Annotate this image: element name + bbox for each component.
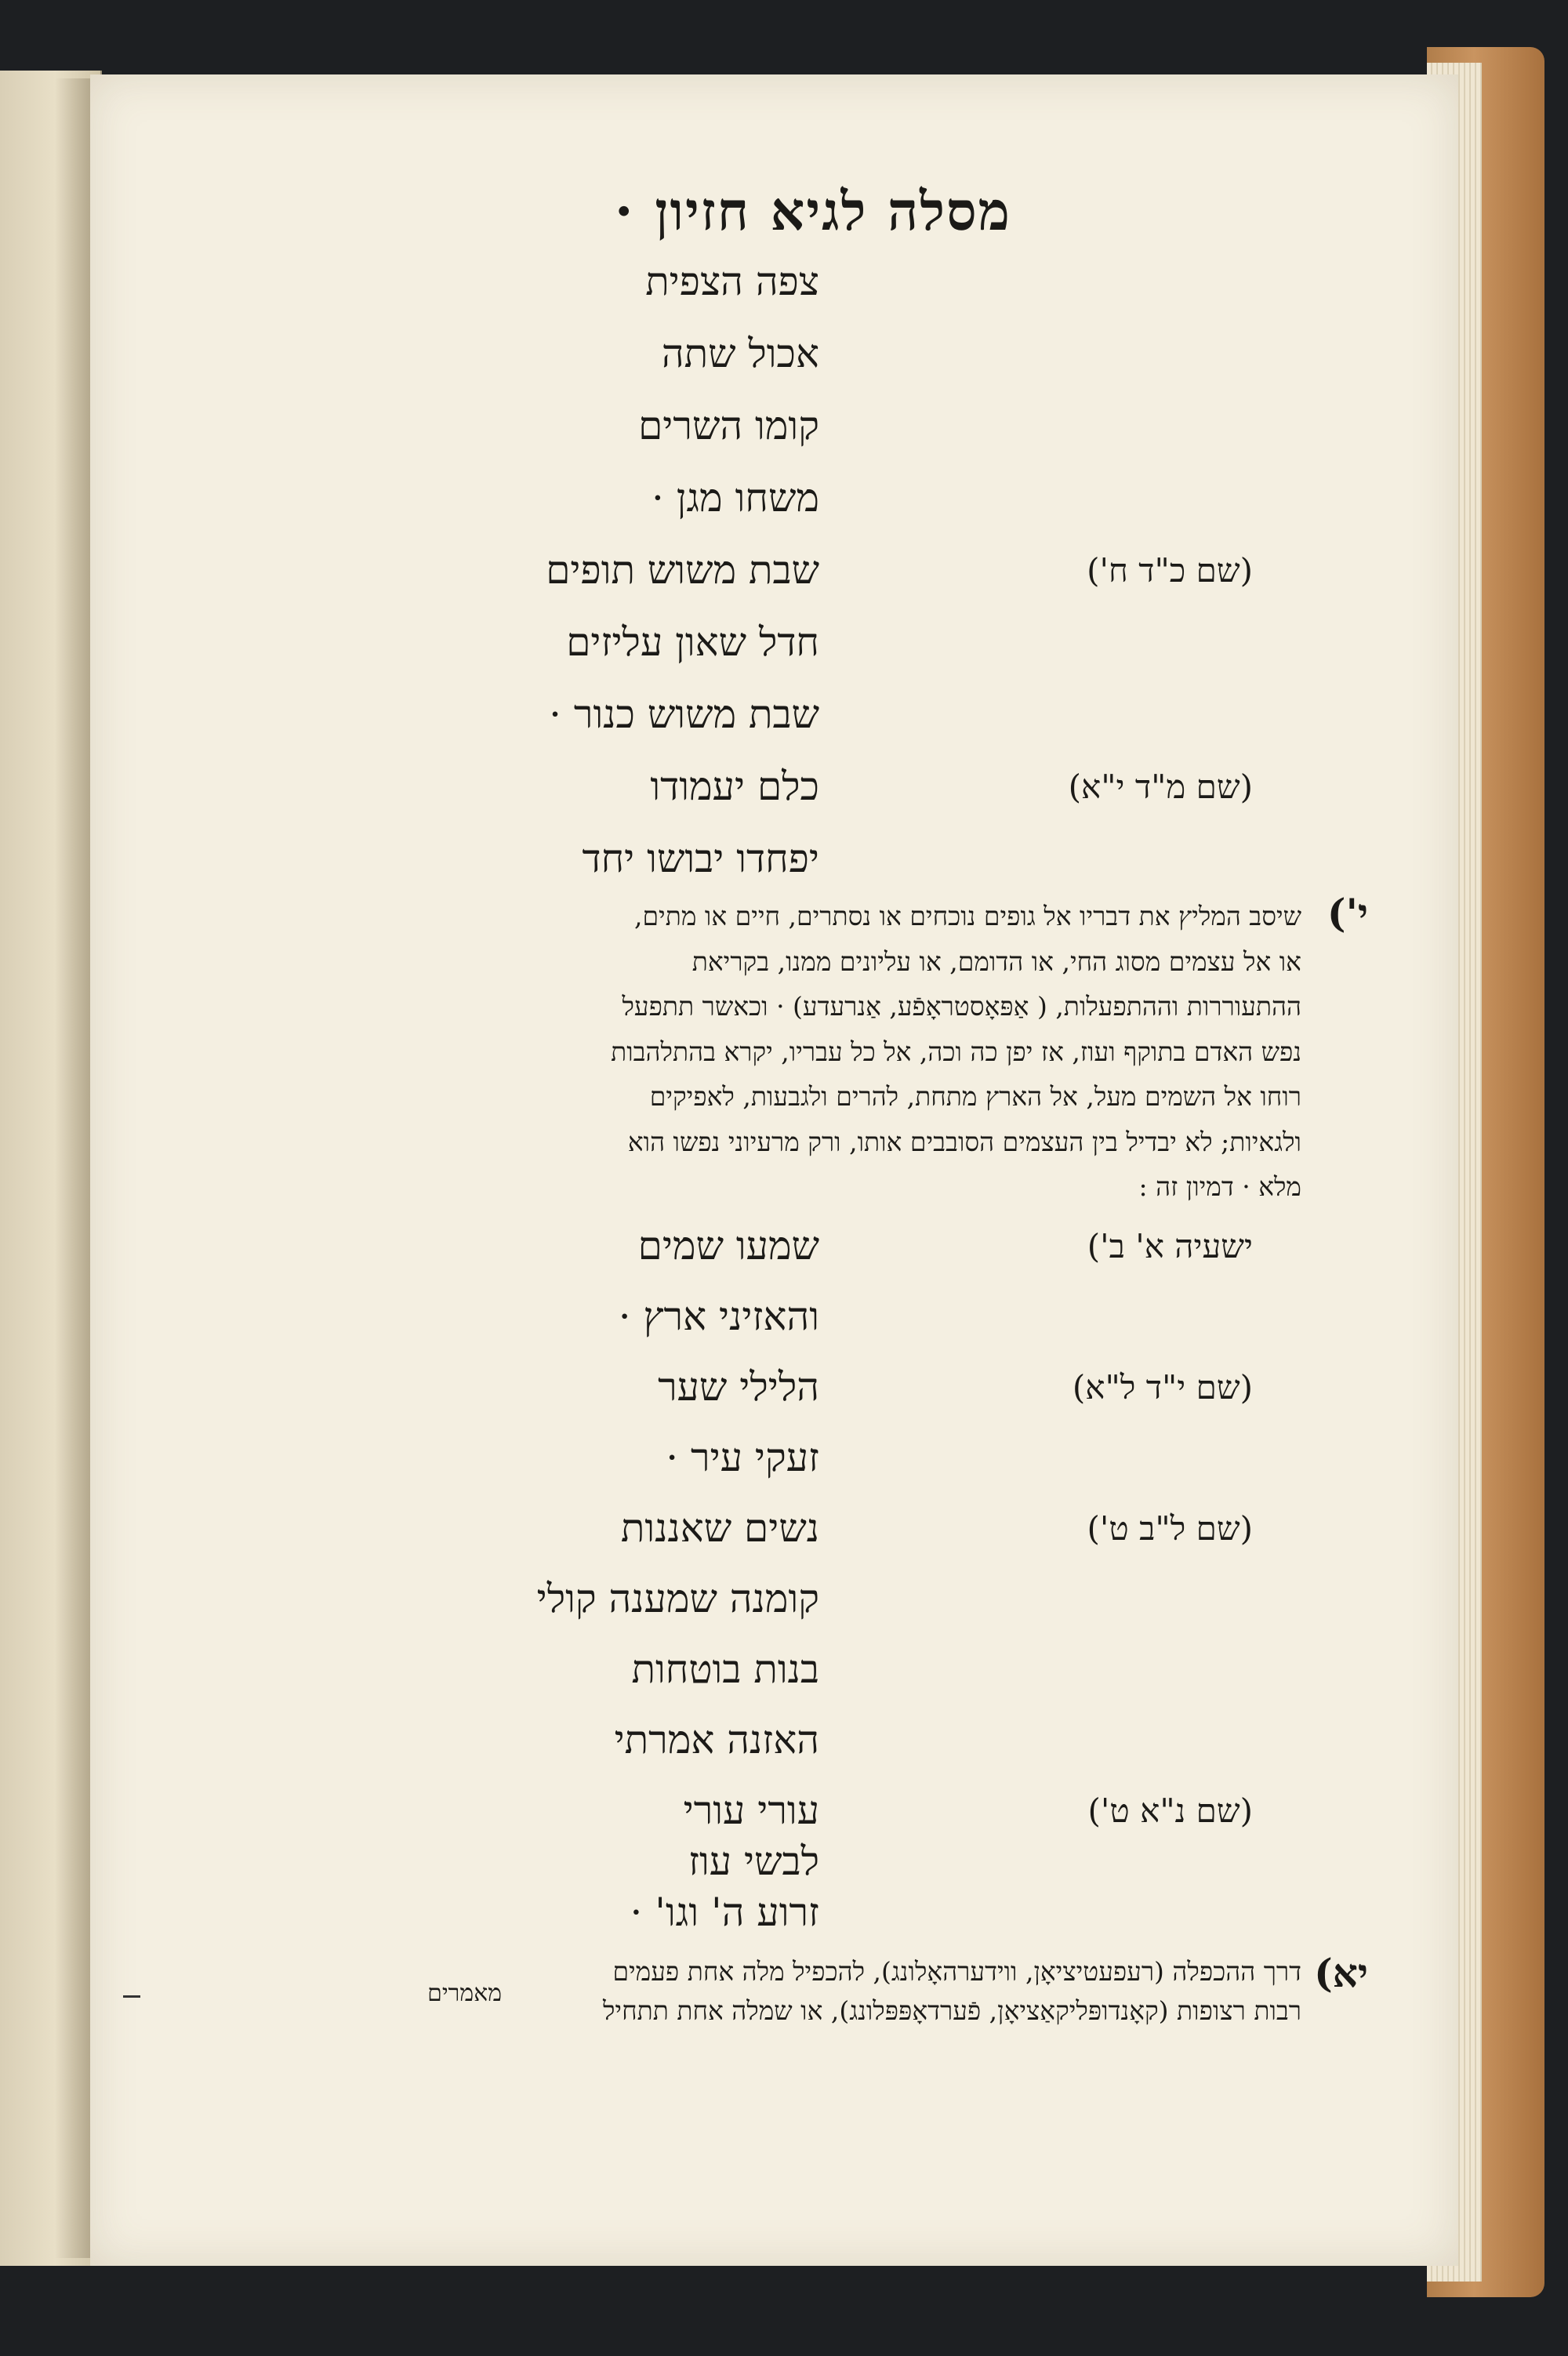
verse-line: זרוע ה' וגו' · bbox=[630, 1890, 819, 1935]
section-marker: י') bbox=[1327, 890, 1368, 936]
verse-line: קומו השרים bbox=[638, 403, 819, 448]
verse-line: נשים שאננות bbox=[620, 1505, 819, 1551]
verse-line: האזנה אמרתי bbox=[614, 1717, 819, 1762]
verse-line: בנות בוטחות bbox=[631, 1646, 819, 1692]
scripture-reference: ישעיה א' ב') bbox=[1087, 1227, 1253, 1265]
page-title: מסלה לגיא חזיון · bbox=[614, 180, 1011, 243]
verse-line: שמעו שמים bbox=[637, 1223, 819, 1269]
paragraph-line: נפש האדם בתוקף ועוז, אז יפן כה וכה, אל כל עבריו, יקרא בהתלהבות bbox=[611, 1036, 1301, 1067]
verse-line: אכול שתה bbox=[661, 331, 819, 376]
section-marker: יא) bbox=[1314, 1950, 1368, 1996]
verse-line: והאזיני ארץ · bbox=[618, 1294, 819, 1339]
verse-line: קומנה שמענה קולי bbox=[536, 1576, 819, 1621]
verse-line: לבשי עוז bbox=[688, 1839, 819, 1884]
catchword: מאמרים bbox=[427, 1980, 502, 2007]
paragraph-line: ולגאיות; לא יבדיל בין העצמים הסובבים אותו, ורק מרעיוני נפשו הוא bbox=[627, 1126, 1301, 1157]
paragraph-line: או אל עצמים מסוג החי, או הדומם, או עליונים ממנו, בקריאת bbox=[691, 946, 1301, 977]
verse-line: צפה הצפית bbox=[645, 259, 819, 304]
verse-line: משחו מגן · bbox=[652, 475, 819, 521]
scripture-reference: (שם ל"ב ט') bbox=[1087, 1509, 1253, 1548]
section-paragraph bbox=[259, 1952, 1301, 2031]
verse-line: שבת משוש תופים bbox=[546, 547, 819, 593]
page-mark bbox=[123, 1995, 140, 1998]
paragraph-line: שיסב המליץ את דבריו אל גופים נוכחים או נסתרים, חיים או מתים, bbox=[633, 901, 1301, 931]
paragraph-line: רבות רצופות (קאָנדופּליקאַציאָן, פֿערדאָפּפּלונג), או שמלה אחת תתחיל bbox=[603, 1995, 1301, 2026]
scripture-reference: (שם מ"ד י"א) bbox=[1068, 768, 1253, 806]
paragraph-line: רוחו אל השמים מעל, אל הארץ מתחת, להרים ולגבעות, לאפיקים bbox=[649, 1081, 1301, 1112]
scripture-reference: (שם י"ד ל"א) bbox=[1072, 1368, 1253, 1407]
paragraph-line: מלא · דמיון זה : bbox=[1138, 1171, 1301, 1202]
verse-line: כלם יעמודו bbox=[650, 764, 819, 809]
verse-line: שבת משוש כנור · bbox=[549, 692, 819, 737]
paragraph-line: ההתעוררות וההתפעלות, ( אַפּאָסטראָפֿע, אַנרעדע) · וכאשר תתפעל bbox=[622, 991, 1301, 1022]
verse-line: חדל שאון עליזים bbox=[566, 619, 819, 665]
verse-line: זעקי עיר · bbox=[666, 1435, 819, 1480]
scripture-reference: (שם נ"א ט') bbox=[1087, 1792, 1253, 1830]
verse-line: עורי עורי bbox=[683, 1788, 819, 1833]
book-page bbox=[90, 74, 1458, 2266]
verse-line: הלילי שער bbox=[658, 1364, 819, 1410]
paragraph-line: דרך ההכפלה (רעפעטיציאָן, ווידערהאָלונג), להכפיל מלה אחת פעמים bbox=[612, 1956, 1301, 1987]
section-paragraph bbox=[259, 894, 1301, 1210]
verse-line: יפחדו יבושו יחד bbox=[582, 836, 819, 881]
book-gutter bbox=[55, 78, 94, 2258]
scripture-reference: (שם כ"ד ח') bbox=[1087, 551, 1253, 590]
